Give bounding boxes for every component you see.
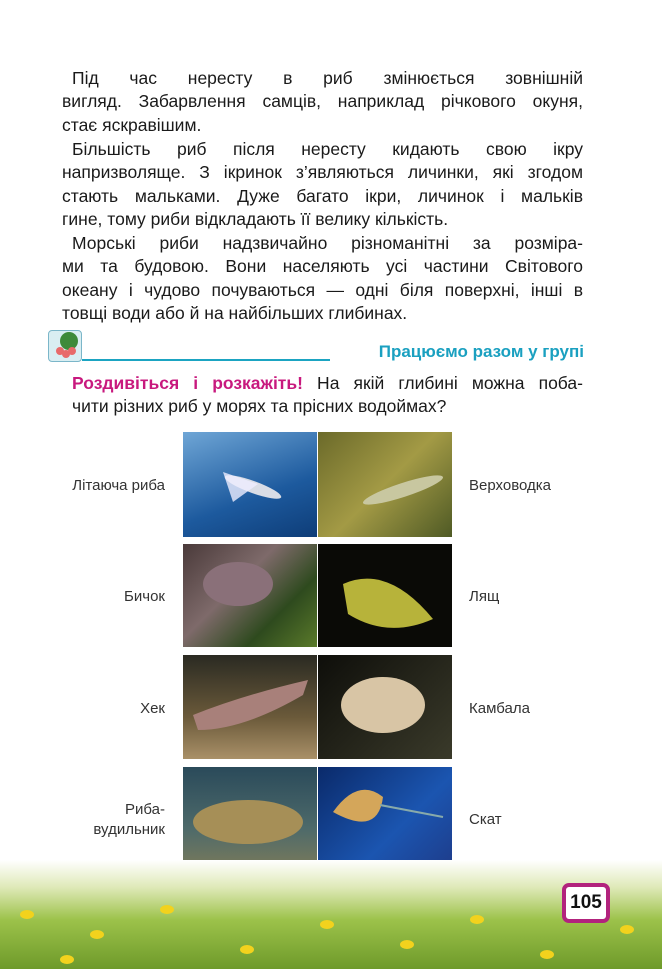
fish-label: Бичок (124, 588, 165, 605)
photo-bleak (318, 432, 452, 537)
fish-label: Лящ (469, 588, 500, 605)
task-text: На якій глибині можна поба- (302, 373, 583, 393)
divider (82, 359, 330, 361)
photo-flounder (318, 655, 452, 759)
page-number: 105 (562, 883, 610, 923)
section-title: Працюємо разом у групі (378, 342, 584, 361)
group-work-icon (48, 330, 82, 362)
fish-label: Літаюча риба (72, 477, 165, 494)
fish-label: Риба- вудильник (93, 801, 165, 838)
fish-label: Камбала (469, 700, 530, 717)
text-line: товщі води або й на найбільших глибинах. (62, 302, 408, 323)
fish-label: Скат (469, 811, 502, 828)
photo-bream (318, 544, 452, 647)
text-line: стають мальками. Дуже багато ікри, личинок і мальків (62, 185, 583, 206)
photo-goby (183, 544, 317, 647)
photo-anglerfish (183, 767, 317, 870)
fish-label: Хек (140, 700, 165, 717)
photo-stingray (318, 767, 452, 870)
paragraph-2 (62, 138, 583, 231)
text-line: стає яскравішим. (62, 114, 202, 135)
photo-flying-fish (183, 432, 317, 537)
text-line: ми та будовою. Вони населяють усі частини Світового (62, 256, 583, 277)
paragraph-1 (62, 67, 583, 137)
section-header (48, 330, 584, 364)
photo-hake (183, 655, 317, 759)
text-line: океану і чудово почуваються — одні біля поверхні, інші в (62, 279, 583, 300)
text-line: напризволяще. З ікринок з’являються личинки, які згодом (62, 162, 583, 183)
task (62, 372, 583, 419)
paragraph-3 (62, 232, 583, 325)
task-lead: Роздивіться і розкажіть! (72, 373, 303, 393)
text-line: гине, тому риби відкладають її велику кількість. (62, 208, 449, 229)
text-line: Більшість риб після нересту кидають свою ікру (72, 139, 583, 159)
fish-label: Верховодка (469, 477, 551, 494)
text-line: Морські риби надзвичайно різноманітні за розміра- (72, 233, 583, 253)
text-line: вигляд. Забарвлення самців, наприклад річкового окуня, (62, 91, 583, 112)
task-text: чити різних риб у морях та прісних водоймах? (72, 396, 447, 417)
text-line: Під час нересту в риб змінюється зовнішній (72, 68, 583, 88)
